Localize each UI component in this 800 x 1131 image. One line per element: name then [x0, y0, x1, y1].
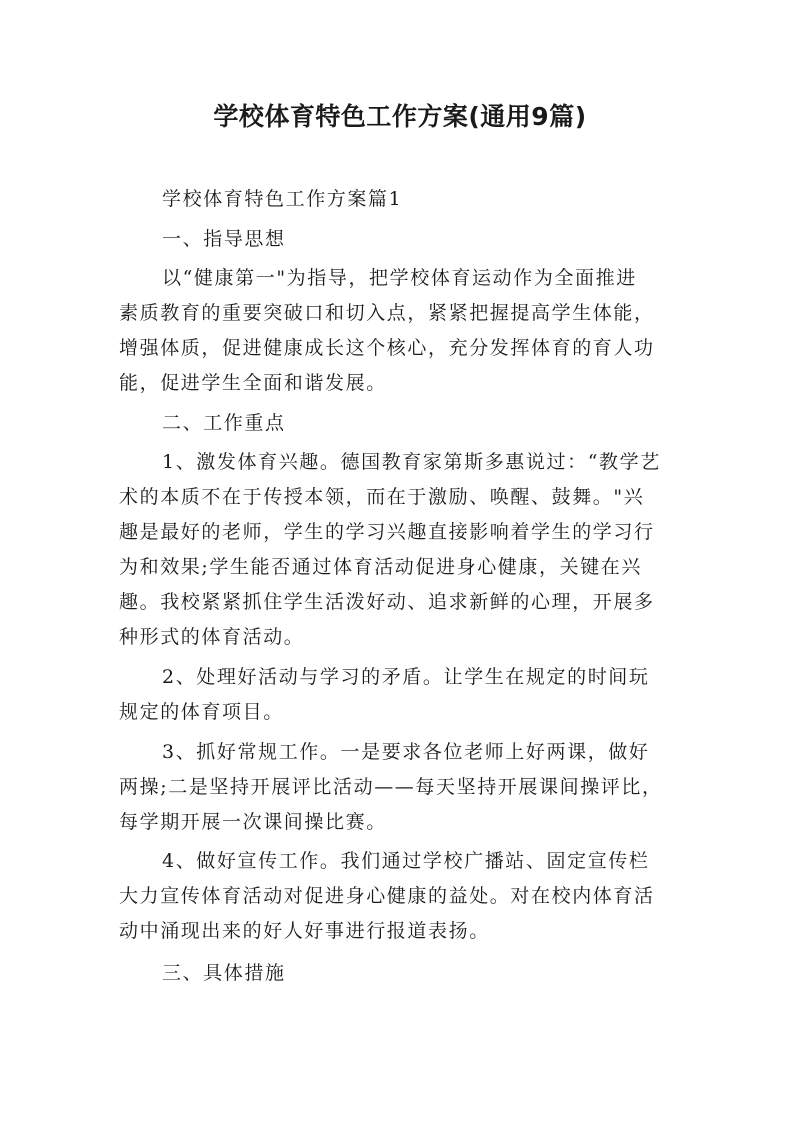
paragraph-item-1 — [119, 445, 685, 655]
paragraph-line: 动中涌现出来的好人好事进行报道表扬。 — [119, 920, 490, 943]
paragraph-line: 每学期开展一次课间操比赛。 — [119, 810, 387, 833]
paragraph-line: 两操;二是坚持开展评比活动——每天坚持开展课间操评比， — [119, 775, 663, 798]
section-title: 学校体育特色工作方案篇1 — [162, 188, 403, 210]
heading-guiding-ideology: 一、指导思想 — [162, 227, 286, 250]
paragraph-line: 术的本质不在于传授本领，而在于激励、唤醒、鼓舞。"兴 — [119, 486, 645, 509]
paragraph-line: 能，促进学生全面和谐发展。 — [119, 372, 387, 395]
paragraph-line: 以“健康第一"为指导，把学校体育运动作为全面推进 — [162, 267, 637, 290]
paragraph-line: 1、激发体育兴趣。德国教育家第斯多惠说过：“教学艺 — [162, 451, 661, 474]
document-body — [119, 182, 685, 991]
heading-work-focus: 二、工作重点 — [162, 411, 286, 434]
paragraph-line: 大力宣传体育活动对促进身心健康的益处。对在校内体育活 — [119, 885, 655, 908]
paragraph-item-2 — [119, 660, 685, 730]
paragraph-item-4 — [119, 844, 685, 949]
paragraph-line: 素质教育的重要突破口和切入点，紧紧把握提高学生体能， — [119, 302, 655, 325]
paragraph-line: 种形式的体育活动。 — [119, 626, 305, 649]
paragraph-line: 趣。我校紧紧抓住学生活泼好动、追求新鲜的心理，开展多 — [119, 591, 655, 614]
paragraph-guiding-ideology — [119, 261, 685, 401]
paragraph-line: 趣是最好的老师，学生的学习兴趣直接影响着学生的学习行 — [119, 521, 655, 544]
paragraph-line: 增强体质，促进健康成长这个核心，充分发挥体育的育人功 — [119, 337, 655, 360]
paragraph-line: 规定的体育项目。 — [119, 700, 284, 723]
paragraph-line: 3、抓好常规工作。一是要求各位老师上好两课，做好 — [162, 740, 650, 763]
paragraph-item-3 — [119, 735, 685, 840]
paragraph-line: 2、处理好活动与学习的矛盾。让学生在规定的时间玩 — [162, 665, 650, 688]
paragraph-line: 为和效果;学生能否通过体育活动促进身心健康，关键在兴 — [119, 556, 643, 579]
document-title: 学校体育特色工作方案(通用9篇) — [213, 102, 587, 131]
paragraph-line: 4、做好宣传工作。我们通过学校广播站、固定宣传栏 — [162, 850, 650, 873]
heading-specific-measures: 三、具体措施 — [162, 962, 286, 985]
